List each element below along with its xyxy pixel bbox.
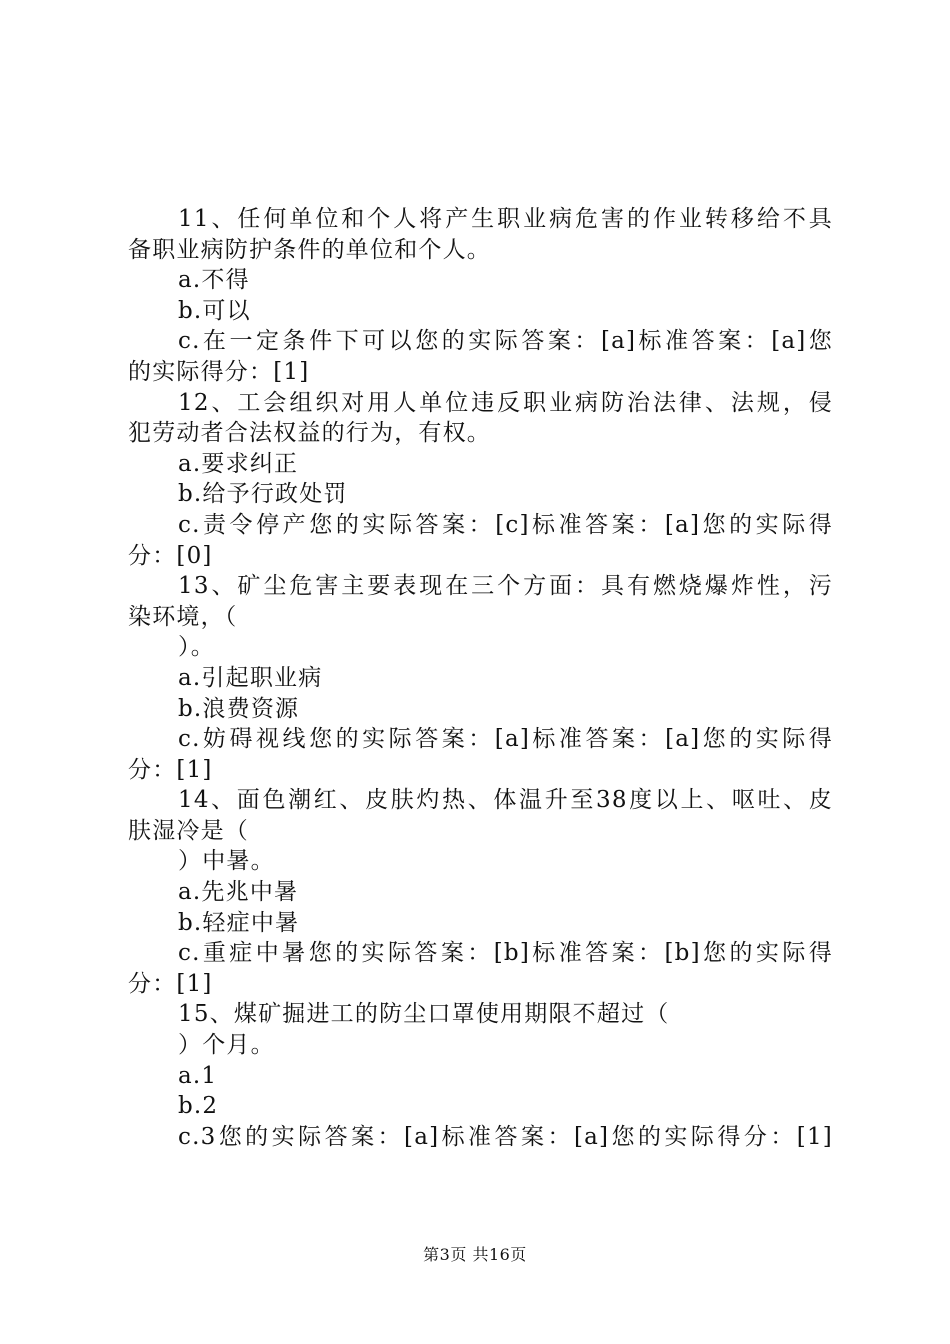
question-11-option-b: b.可以: [178, 297, 251, 324]
question-12-option-b: b.给予行政处罚: [178, 481, 348, 508]
question-13-line-1: 13、矿尘危害主要表现在三个方面：具有燃烧爆炸性，污: [178, 573, 833, 600]
question-12-option-a: a.要求纠正: [178, 450, 299, 477]
question-15-line-2: ）个月。: [178, 1032, 275, 1059]
question-11-line-1: 11、任何单位和个人将产生职业病危害的作业转移给不具: [178, 206, 833, 232]
question-14-line-3: ）中暑。: [178, 848, 275, 875]
question-15-option-a: a.1: [178, 1062, 218, 1089]
question-14-score: 分：[1]: [128, 970, 213, 997]
document-body: [128, 204, 833, 1152]
question-11-line-2: 备职业病防护条件的单位和个人。: [128, 236, 491, 263]
question-13-option-b: b.浪费资源: [178, 695, 300, 722]
question-14-line-2: 肤湿冷是（: [128, 817, 249, 844]
question-12-line-2: 犯劳动者合法权益的行为，有权。: [128, 420, 491, 447]
question-13-option-a: a.引起职业病: [178, 664, 323, 691]
question-12-line-1: 12、工会组织对用人单位违反职业病防治法律、法规，侵: [178, 389, 833, 416]
question-15-option-c: c.3您的实际答案：[a]标准答案：[a]您的实际得分：[1]: [178, 1123, 833, 1150]
question-13-score: 分：[1]: [128, 756, 213, 783]
question-11-option-c: c.在一定条件下可以您的实际答案：[a]标准答案：[a]您: [178, 328, 833, 355]
question-11-option-a: a.不得: [178, 267, 250, 294]
question-13-option-c: c.妨碍视线您的实际答案：[a]标准答案：[a]您的实际得: [178, 726, 833, 753]
page-number-label: 第3页 共16页: [423, 1245, 527, 1264]
question-15-line-1: 15、煤矿掘进工的防尘口罩使用期限不超过（: [178, 1001, 670, 1028]
question-15-option-b: b.2: [178, 1093, 219, 1120]
question-14-option-a: a.先兆中暑: [178, 879, 299, 906]
page-footer: [0, 1245, 950, 1265]
question-14-option-c: c.重症中暑您的实际答案：[b]标准答案：[b]您的实际得: [178, 940, 833, 967]
question-12-option-c: c.责令停产您的实际答案：[c]标准答案：[a]您的实际得: [178, 511, 833, 538]
question-12-score: 分：[0]: [128, 542, 213, 569]
question-13-line-2: 染环境，（: [128, 603, 238, 630]
question-13-line-3: ）。: [178, 634, 215, 661]
question-14-line-1: 14、面色潮红、皮肤灼热、体温升至38度以上、呕吐、皮: [178, 787, 833, 814]
question-14-option-b: b.轻症中暑: [178, 909, 300, 936]
question-11-score: 的实际得分：[1]: [128, 358, 310, 385]
